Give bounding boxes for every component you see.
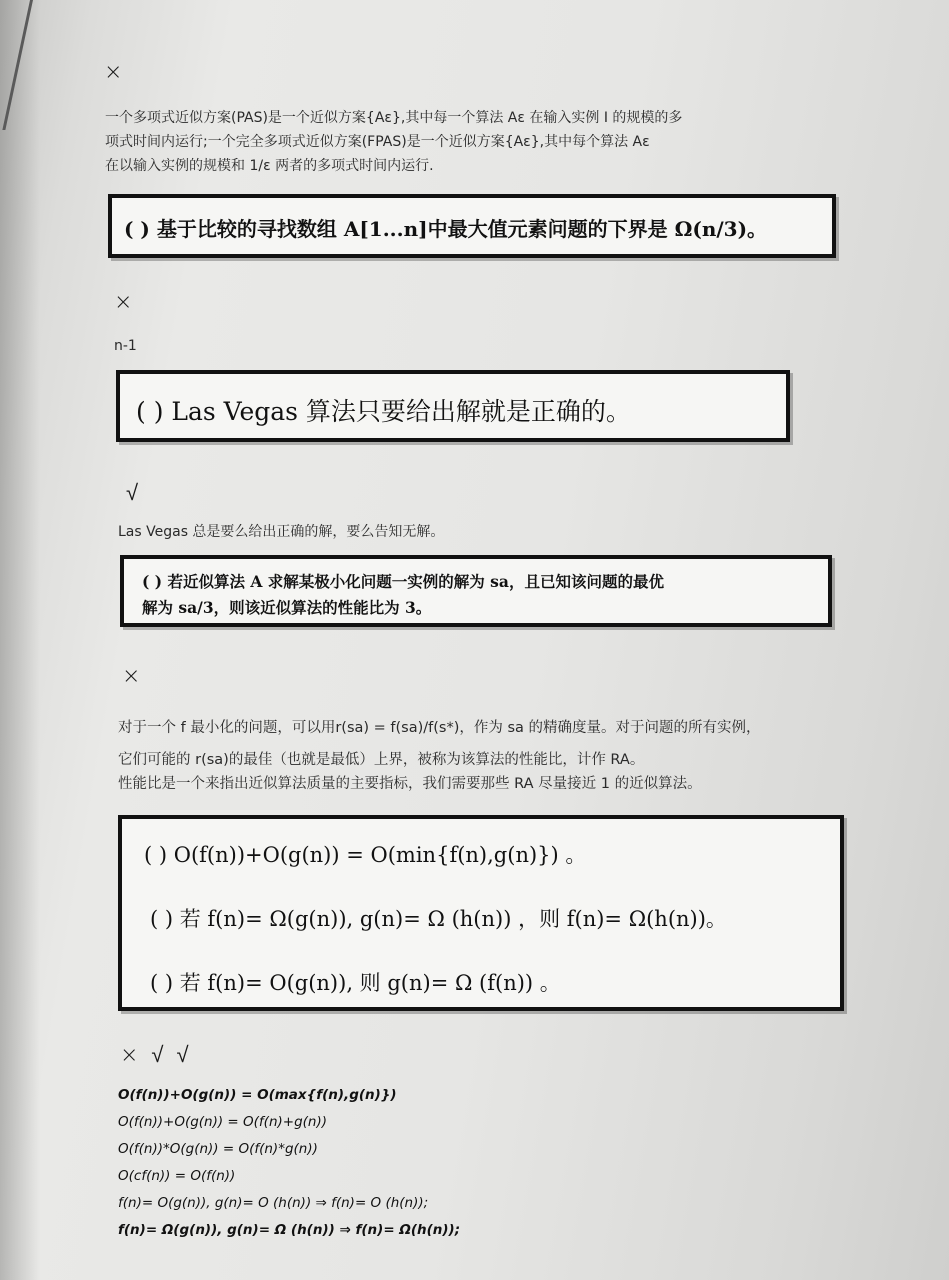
formula-line: f(n)= O(g(n)), g(n)= O (h(n)) ⇒ f(n)= O (h(n)); bbox=[118, 1195, 429, 1211]
note-line: 项式时间内运行;一个完全多项式近似方案(FPAS)是一个近似方案{Aε},其中每个算法 Aε bbox=[105, 134, 650, 150]
question-line: ( ) 若 f(n)= O(g(n)), 则 g(n)= Ω (f(n)) 。 bbox=[150, 971, 561, 995]
formula-line: f(n)= Ω(g(n)), g(n)= Ω (h(n)) ⇒ f(n)= Ω(h(n)); bbox=[118, 1222, 461, 1238]
answer-mark-3: √ bbox=[126, 481, 139, 506]
note-line: 一个多项式近似方案(PAS)是一个近似方案{Aε},其中每一个算法 Aε 在输入实例 I 的规模的多 bbox=[105, 110, 683, 126]
formula-line: O(f(n))+O(g(n)) = O(f(n)+g(n)) bbox=[118, 1114, 327, 1130]
formula-list bbox=[118, 1082, 460, 1244]
question-text: ( ) Las Vegas 算法只要给出解就是正确的。 bbox=[136, 397, 631, 426]
page-shadow bbox=[0, 0, 40, 1280]
answer-marks-5: × √ √ bbox=[120, 1043, 189, 1068]
question-box-1 bbox=[108, 194, 836, 258]
answer-mark-1: × bbox=[104, 60, 123, 85]
formula-line: O(f(n))*O(g(n)) = O(f(n)*g(n)) bbox=[118, 1141, 318, 1157]
formula-line: O(cf(n)) = O(f(n)) bbox=[118, 1168, 236, 1184]
note-las-vegas: Las Vegas 总是要么给出正确的解，要么告知无解。 bbox=[118, 524, 445, 540]
question-box-4 bbox=[118, 815, 844, 1011]
question-line: 解为 sa/3，则该近似算法的性能比为 3。 bbox=[142, 598, 432, 617]
question-text: ( ) 基于比较的寻找数组 A[1...n]中最大值元素问题的下界是 Ω(n/3)。 bbox=[124, 217, 768, 241]
answer-mark-4: × bbox=[122, 664, 141, 689]
explanation-performance-ratio bbox=[118, 712, 761, 800]
note-n-minus-1: n-1 bbox=[114, 338, 137, 354]
question-line: ( ) 若近似算法 A 求解某极小化问题一实例的解为 sa，且已知该问题的最优 bbox=[142, 572, 664, 591]
note-line: 对于一个 f 最小化的问题，可以用r(sa) = f(sa)/f(s*)，作为 sa 的精确度量。对于问题的所有实例， bbox=[118, 720, 761, 736]
question-box-2 bbox=[116, 370, 790, 442]
answer-mark-2: × bbox=[114, 290, 133, 315]
question-text bbox=[142, 569, 664, 621]
question-box-3 bbox=[120, 555, 832, 627]
explanation-pas bbox=[105, 106, 682, 178]
note-line: 它们可能的 r(sa)的最佳（也就是最低）上界，被称为该算法的性能比，计作 RA。 bbox=[118, 752, 645, 768]
question-line: ( ) 若 f(n)= Ω(g(n)), g(n)= Ω (h(n)) ，则 f(n)= Ω(h(n))。 bbox=[150, 907, 727, 931]
note-line: 性能比是一个来指出近似算法质量的主要指标，我们需要那些 RA 尽量接近 1 的近似算法。 bbox=[118, 776, 702, 792]
formula-line: O(f(n))+O(g(n)) = O(max{f(n),g(n)}) bbox=[118, 1087, 397, 1103]
note-line: 在以输入实例的规模和 1/ε 两者的多项式时间内运行. bbox=[105, 158, 434, 174]
question-line: ( ) O(f(n))+O(g(n)) = O(min{f(n),g(n)}) 。 bbox=[144, 843, 587, 867]
